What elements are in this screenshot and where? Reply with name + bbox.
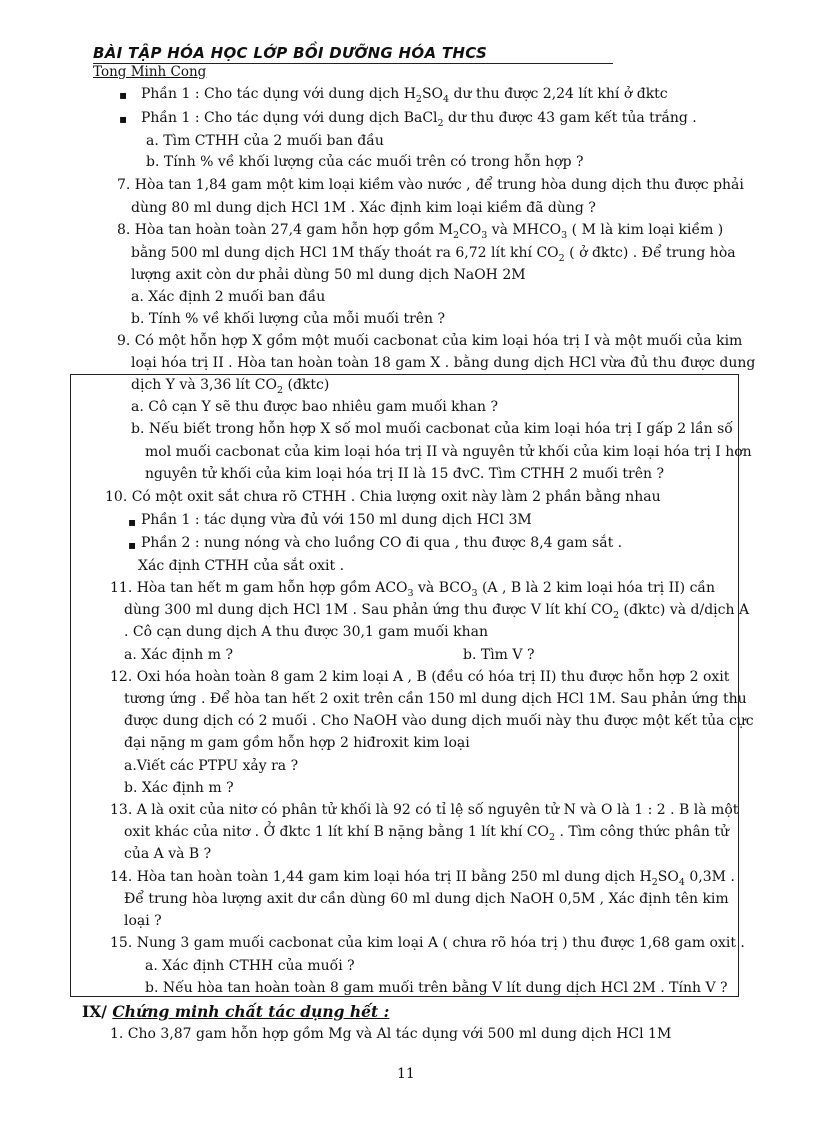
- bullet-icon: ▪: [119, 88, 128, 102]
- question-13: 13. A là oxit của nitơ có phân tử khối là 92 có tỉ lệ số nguyên tử N và O là 1 : 2 . B là một: [110, 802, 739, 818]
- question-8: 8. Hòa tan hoàn toàn 27,4 gam hỗn hợp gồm $M_2CO_3$ và $MHCO_3$ ( M là kim loại kiềm ): [117, 222, 724, 241]
- text-line: a.Viết các PTPU xảy ra ?: [124, 758, 299, 774]
- text-line: dịch Y và 3,36 lít $CO_2$ (đktc): [131, 377, 330, 396]
- text-line: Để trung hòa lượng axit dư cần dùng 60 ml dung dịch NaOH 0,5M , Xác định tên kim: [124, 891, 729, 907]
- text-line: b. Tính % về khối lượng của các muối trên có trong hỗn hợp ?: [146, 154, 584, 170]
- text-line: oxit khác của nitơ . Ở đktc 1 lít khí B nặng bằng 1 lít khí $CO_2$ . Tìm công thức phân tử: [124, 824, 729, 843]
- header-title: BÀI TẬP HÓA HỌC LỚP BỒI DƯỠNG HÓA THCS: [93, 44, 613, 64]
- text-line: bằng 500 ml dung dịch HCl 1M thấy thoát ra 6,72 lít khí $CO_2$ ( ở đktc) . Để trung hòa: [131, 245, 736, 264]
- question-14: 14. Hòa tan hoàn toàn 1,44 gam kim loại hóa trị II bằng 250 ml dung dịch $H_2SO_4$ 0,3M .: [110, 869, 735, 888]
- question-1: 1. Cho 3,87 gam hỗn hợp gồm Mg và Al tác dụng với 500 ml dung dịch HCl 1M: [110, 1026, 672, 1042]
- text-line: Phần 2 : nung nóng và cho luồng CO đi qua , thu được 8,4 gam sắt .: [141, 535, 623, 551]
- text-line: loại hóa trị II . Hòa tan hoàn toàn 18 gam X . bằng dung dịch HCl vừa đủ thu được dung: [131, 355, 756, 371]
- text-line: Xác định CTHH của sắt oxit .: [138, 558, 345, 574]
- text-line: a. Xác định 2 muối ban đầu: [131, 289, 326, 305]
- text-line: của A và B ?: [124, 846, 212, 862]
- question-10: 10. Có một oxit sắt chưa rõ CTHH . Chia lượng oxit này làm 2 phần bằng nhau: [105, 489, 661, 505]
- question-7: 7. Hòa tan 1,84 gam một kim loại kiềm vào nước , để trung hòa dung dịch thu được phải: [117, 177, 744, 193]
- text-line: lượng axit còn dư phải dùng 50 ml dung dịch NaOH 2M: [131, 267, 526, 283]
- text-line: dùng 300 ml dung dịch HCl 1M . Sau phản ứng thu được V lít khí $CO_2$ (đktc) và d/dịch A: [124, 602, 750, 621]
- question-12: 12. Oxi hóa hoàn toàn 8 gam 2 kim loại A , B (đều có hóa trị II) thu được hỗn hợp 2 oxit: [110, 669, 730, 685]
- section-heading: IX/ Chứng minh chất tác dụng hết :: [82, 1002, 390, 1021]
- text-line: Phần 1 : Cho tác dụng với dung dịch BaCl$_2$ dư thu được 43 gam kết tủa trắng .: [141, 110, 697, 129]
- bullet-icon: ▪: [119, 112, 128, 126]
- header-author: Tong Minh Cong: [93, 64, 207, 80]
- text-line: b. Tìm V ?: [463, 647, 535, 663]
- text-line: b. Nếu hòa tan hoàn toàn 8 gam muối trên bằng V lít dung dịch HCl 2M . Tính V ?: [145, 980, 728, 996]
- bullet-icon: ▪: [128, 538, 137, 552]
- page-number: 11: [397, 1066, 415, 1082]
- text-line: a. Xác định CTHH của muối ?: [145, 958, 355, 974]
- text-line: a. Tìm CTHH của 2 muối ban đầu: [146, 133, 384, 149]
- text-line: b. Nếu biết trong hỗn hợp X số mol muối cacbonat của kim loại hóa trị I gấp 2 lần số: [131, 421, 733, 437]
- text-line: b. Tính % về khối lượng của mỗi muối trên ?: [131, 311, 446, 327]
- text-line: được dung dịch có 2 muối . Cho NaOH vào dung dịch muối này thu được một kết tủa cực: [124, 713, 754, 729]
- question-15: 15. Nung 3 gam muối cacbonat của kim loại A ( chưa rõ hóa trị ) thu được 1,68 gam oxit .: [110, 935, 745, 951]
- text-line: a. Cô cạn Y sẽ thu được bao nhiêu gam muối khan ?: [131, 399, 499, 415]
- text-line: đại nặng m gam gồm hỗn hợp 2 hiđroxit kim loại: [124, 735, 470, 751]
- question-11: 11. Hòa tan hết m gam hỗn hợp gồm $ACO_3$ và $BCO_3$ (A , B là 2 kim loại hóa trị II) cần: [110, 580, 716, 599]
- text-line: tương ứng . Để hòa tan hết 2 oxit trên cần 150 ml dung dịch HCl 1M. Sau phản ứng thu: [124, 691, 747, 707]
- text-line: mol muối cacbonat của kim loại hóa trị II và nguyên tử khối của kim loại hóa trị I hơn: [145, 444, 752, 460]
- question-9: 9. Có một hỗn hợp X gồm một muối cacbonat của kim loại hóa trị I và một muối của kim: [117, 333, 743, 349]
- text-line: Phần 1 : tác dụng vừa đủ với 150 ml dung dịch HCl 3M: [141, 512, 532, 528]
- text-line: nguyên tử khối của kim loại hóa trị II là 15 đvC. Tìm CTHH 2 muối trên ?: [145, 466, 664, 482]
- text-line: . Cô cạn dung dịch A thu được 30,1 gam muối khan: [124, 624, 488, 640]
- text-line: loại ?: [124, 913, 162, 929]
- text-line: a. Xác định m ?: [124, 647, 234, 663]
- text-line: b. Xác định m ?: [124, 780, 234, 796]
- text-line: Phần 1 : Cho tác dụng với dung dịch $H_2SO_4$ dư thu được 2,24 lít khí ở đktc: [141, 86, 668, 105]
- text-line: dùng 80 ml dung dịch HCl 1M . Xác định kim loại kiềm đã dùng ?: [131, 200, 596, 216]
- bullet-icon: ▪: [128, 515, 137, 529]
